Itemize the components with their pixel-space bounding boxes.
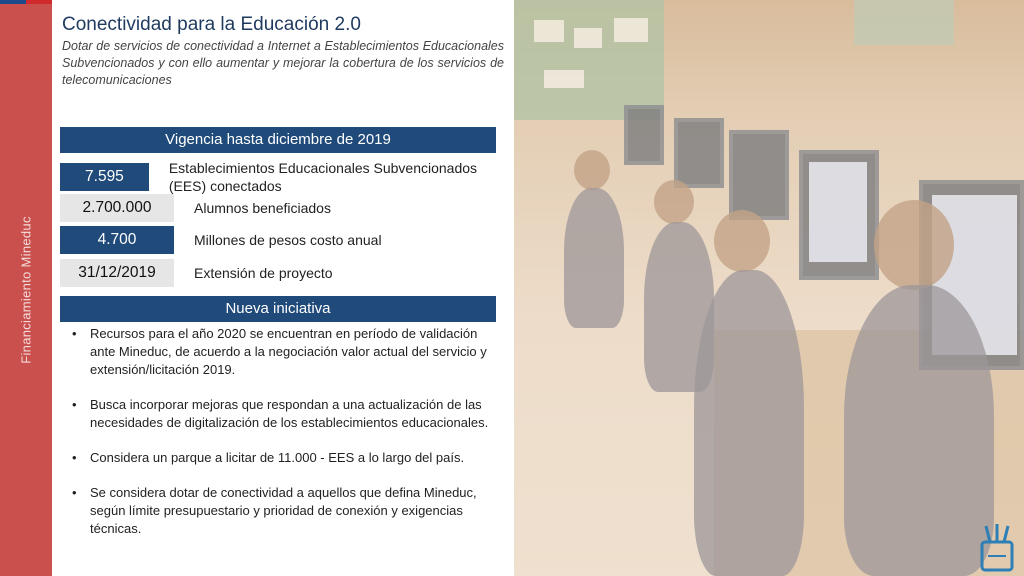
list-item: • Recursos para el año 2020 se encuentran en período de validación ante Mineduc, de acuerdo a la negociación valor actual del servicio y extensión/licitación 2019. [72,325,492,379]
stat-label: Alumnos beneficiados [194,200,331,216]
flag-blue-stripe [0,0,26,4]
sidebar-label: Financiamiento Mineduc [18,216,34,364]
list-item: • Se considera dotar de conectividad a aquellos que defina Mineduc, según límite presupuestario y prioridad de conexión y exigencias técnicas. [72,484,492,538]
flag-red-stripe [26,0,52,4]
sidebar [0,0,52,576]
classroom-photo [514,0,1024,576]
flag-strip [0,0,52,4]
stat-value: 2.700.000 [60,194,174,222]
pencil-cup-icon [976,522,1018,572]
stat-label: Extensión de proyecto [194,265,333,281]
main-content [52,0,514,576]
list-item: • Considera un parque a licitar de 11.000 - EES a lo largo del país. [72,449,492,467]
stat-label: Establecimientos Educacionales Subvencionados (EES) conectados [168,160,478,194]
list-item: • Busca incorporar mejoras que respondan a una actualización de las necesidades de digitalización de los establecimientos educacionales. [72,396,492,432]
page-title: Conectividad para la Educación 2.0 [62,14,361,35]
section-header-vigencia: Vigencia hasta diciembre de 2019 [60,127,496,153]
stat-value: 7.595 [60,163,149,191]
stat-label: Millones de pesos costo anual [194,232,382,248]
initiative-bullet-list [72,325,492,555]
page-subtitle: Dotar de servicios de conectividad a Internet a Establecimientos Educacionales Subvencionados y con ello aumentar y mejorar la cobertura de los servicios de telecomunicaciones [62,39,504,87]
stat-value: 31/12/2019 [60,259,174,287]
stat-row [60,194,500,222]
photo-overlay [514,0,1024,576]
stat-row [60,159,500,195]
section-header-nueva-iniciativa: Nueva iniciativa [60,296,496,322]
stat-value: 4.700 [60,226,174,254]
stat-row [60,259,500,287]
stat-row [60,226,500,254]
